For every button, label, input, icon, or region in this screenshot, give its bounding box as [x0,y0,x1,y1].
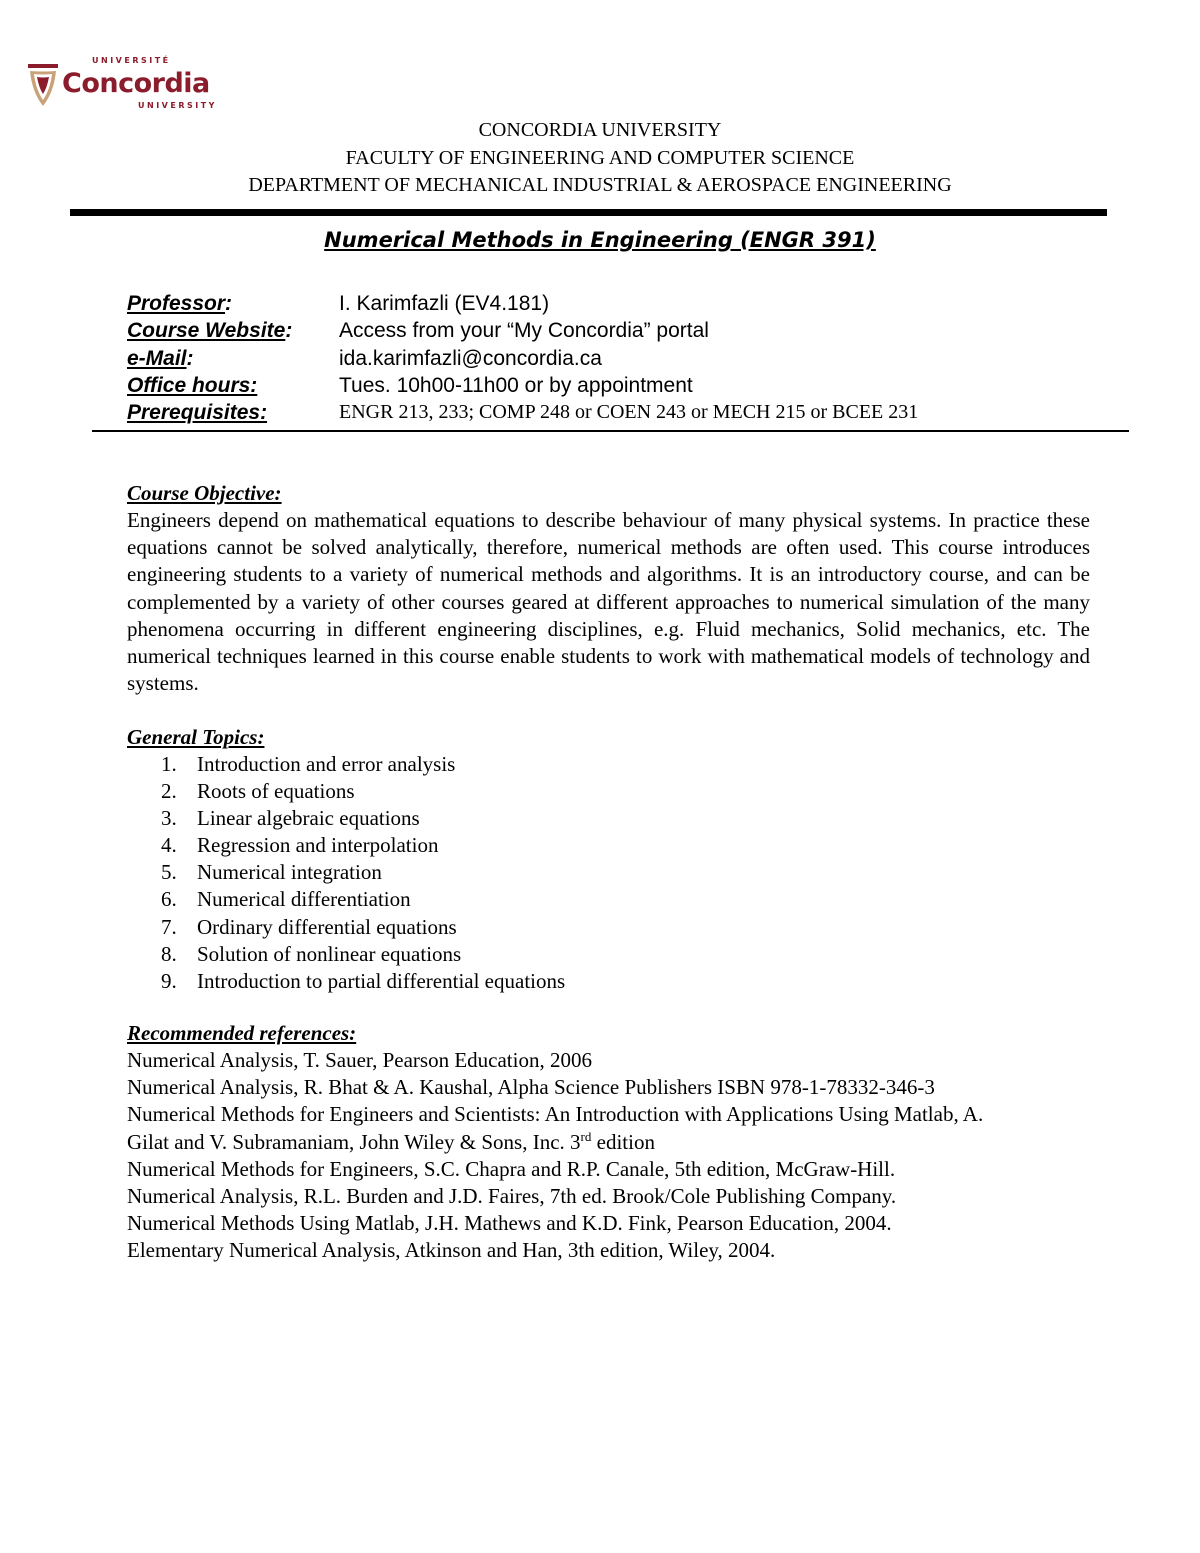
email-link[interactable]: ida.karimfazli@concordia.ca [339,346,602,370]
reference-item: Numerical Analysis, R. Bhat & A. Kaushal, Alpha Science Publishers ISBN 978-1-78332-346-3 [127,1075,935,1100]
faculty-name: FACULTY OF ENGINEERING AND COMPUTER SCIENCE [345,146,855,169]
list-item: 5. Numerical integration [161,860,382,885]
course-title: Numerical Methods in Engineering (ENGR 391) [324,228,876,252]
university-name: CONCORDIA UNIVERSITY [478,119,722,141]
section-heading: Course Objective: [127,481,282,505]
general-topics-section [127,724,565,995]
logo-top-text: UNIVERSITÉ [92,56,171,65]
concordia-logo [26,54,236,114]
shield-icon [26,60,60,108]
reference-item: Numerical Methods Using Matlab, J.H. Mathews and K.D. Fink, Pearson Education, 2004. [127,1211,892,1236]
reference-item: Numerical Methods for Engineers and Scientists: An Introduction with Applications Using Matlab, A. [127,1102,984,1127]
reference-item: Numerical Analysis, R.L. Burden and J.D. Faires, 7th ed. Brook/Cole Publishing Company. [127,1184,897,1209]
course-objective-section [127,480,1090,697]
info-divider [92,430,1129,432]
reference-item-continued: Gilat and V. Subramaniam, John Wiley & Sons, Inc. 3rd edition [127,1128,655,1154]
list-item: 2. Roots of equations [161,779,355,804]
info-label: Professor: [127,292,233,315]
list-item: 9. Introduction to partial differential equations [161,968,566,993]
department-name: DEPARTMENT OF MECHANICAL INDUSTRIAL & AEROSPACE ENGINEERING [248,174,952,196]
list-item: 3. Linear algebraic equations [161,806,420,831]
topics-list [127,751,565,995]
list-item: 6. Numerical differentiation [161,887,411,912]
recommended-references-section [127,1020,1102,1265]
section-heading: Recommended references: [127,1021,357,1045]
list-item: 1. Introduction and error analysis [161,752,456,776]
info-label: Prerequisites: [127,401,268,425]
reference-item: Numerical Methods for Engineers, S.C. Chapra and R.P. Canale, 5th edition, McGraw-Hill. [127,1156,896,1181]
logo-bottom-text: UNIVERSITY [138,101,217,110]
info-label: e-Mail: [127,346,194,370]
info-label: Course Website: [127,319,293,343]
info-value: Tues. 10h00-11h00 or by appointment [339,373,693,397]
info-value: ENGR 213, 233; COMP 248 or COEN 243 or MECH 215 or BCEE 231 [339,401,919,424]
header-divider [70,209,1107,216]
list-item: 4. Regression and interpolation [161,833,439,858]
list-item: 7. Ordinary differential equations [161,914,457,939]
logo-main-text: Concordia [62,68,210,99]
reference-item: Numerical Analysis, T. Sauer, Pearson Education, 2006 [127,1048,592,1072]
info-value: I. Karimfazli (EV4.181) [339,292,550,315]
info-value: Access from your “My Concordia” portal [339,319,709,343]
list-item: 8. Solution of nonlinear equations [161,941,462,966]
document-header [0,117,1200,200]
section-heading: General Topics: [127,725,265,749]
objective-paragraph: Engineers depend on mathematical equations to describe behaviour of many physical systems. In practice these equations cannot be solved analytically, therefore, numerical methods are often used. This course introduces engineering students to a variety of numerical methods and algorithms. It is an introductory course, and can be complemented by a variety of other courses geared at different approaches to numerical simulation of the many phenomena occurring in different engineering disciplines, e.g. Fluid mechanics, Solid mechanics, etc. The numerical techniques learned in this course enable students to work with mathematical models of technology and systems. [127,508,1090,696]
reference-item: Elementary Numerical Analysis, Atkinson and Han, 3th edition, Wiley, 2004. [127,1238,776,1263]
info-label: Office hours: [127,373,258,397]
